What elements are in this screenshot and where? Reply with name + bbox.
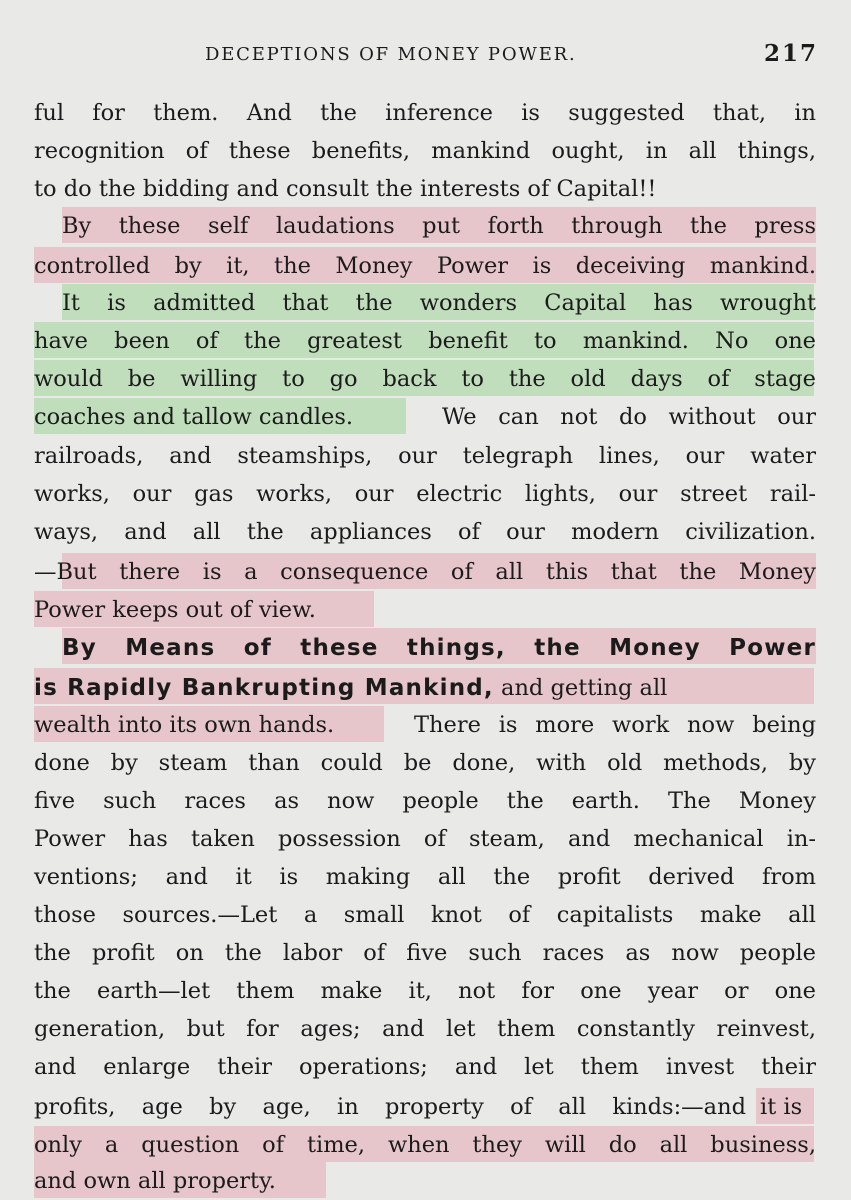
bold-sans-phrase: is Rapidly Bankrupting Mankind,	[34, 675, 494, 701]
text-line: Power has taken possession of steam, and mechanical in-	[34, 826, 816, 852]
text-line: works, our gas works, our electric lights, our street rail-	[34, 481, 816, 507]
text-line: have been of the greatest benefit to mankind. No one	[34, 328, 816, 354]
text-line: those sources.—Let a small knot of capitalists make all	[34, 902, 816, 928]
text-line: controlled by it, the Money Power is deceiving mankind.	[34, 253, 816, 279]
text-line: generation, but for ages; and let them constantly reinvest,	[34, 1016, 816, 1042]
text-line: railroads, and steamships, our telegraph lines, our water	[34, 443, 816, 469]
text-line: coaches and tallow candles.	[34, 404, 354, 430]
text-line: wealth into its own hands.	[34, 712, 335, 738]
text-line: done by steam than could be done, with old methods, by	[34, 750, 816, 776]
text-line: the earth—let them make it, not for one year or one	[34, 978, 816, 1004]
text-line: —But there is a consequence of all this that the Money	[34, 559, 816, 585]
text-line-mixed	[34, 668, 816, 708]
running-title: DECEPTIONS OF MONEY POWER.	[205, 44, 577, 65]
text-fragment: and getting all	[493, 675, 668, 701]
text-line: profits, age by age, in property of all kinds:—and	[34, 1094, 746, 1120]
text-line: ways, and all the appliances of our modern civilization.	[34, 519, 816, 545]
text-line: ful for them. And the inference is suggested that, in	[34, 100, 816, 126]
text-line: There is more work now being	[414, 712, 816, 738]
text-line: Power keeps out of view.	[34, 597, 316, 623]
page-number: 217	[764, 40, 819, 67]
text-line: By these self laudations put forth through the press	[62, 213, 816, 239]
text-line: only a question of time, when they will do all business,	[34, 1132, 816, 1158]
bold-sans-line: By Means of these things, the Money Power	[62, 635, 816, 661]
text-line: would be willing to go back to the old days of stage	[34, 366, 816, 392]
text-line: the profit on the labor of five such races as now people	[34, 940, 816, 966]
text-line: five such races as now people the earth. The Money	[34, 788, 816, 814]
text-line: ventions; and it is making all the profit derived from	[34, 864, 816, 890]
text-line: and enlarge their operations; and let them invest their	[34, 1054, 816, 1080]
text-line: It is admitted that the wonders Capital has wrought	[62, 290, 816, 316]
text-line: it is	[760, 1094, 803, 1120]
text-line: to do the bidding and consult the interests of Capital!!	[34, 176, 657, 202]
page-header	[0, 38, 851, 78]
text-line: We can not do without our	[442, 404, 816, 430]
text-line: and own all property.	[34, 1168, 276, 1194]
text-line: recognition of these benefits, mankind ought, in all things,	[34, 138, 816, 164]
